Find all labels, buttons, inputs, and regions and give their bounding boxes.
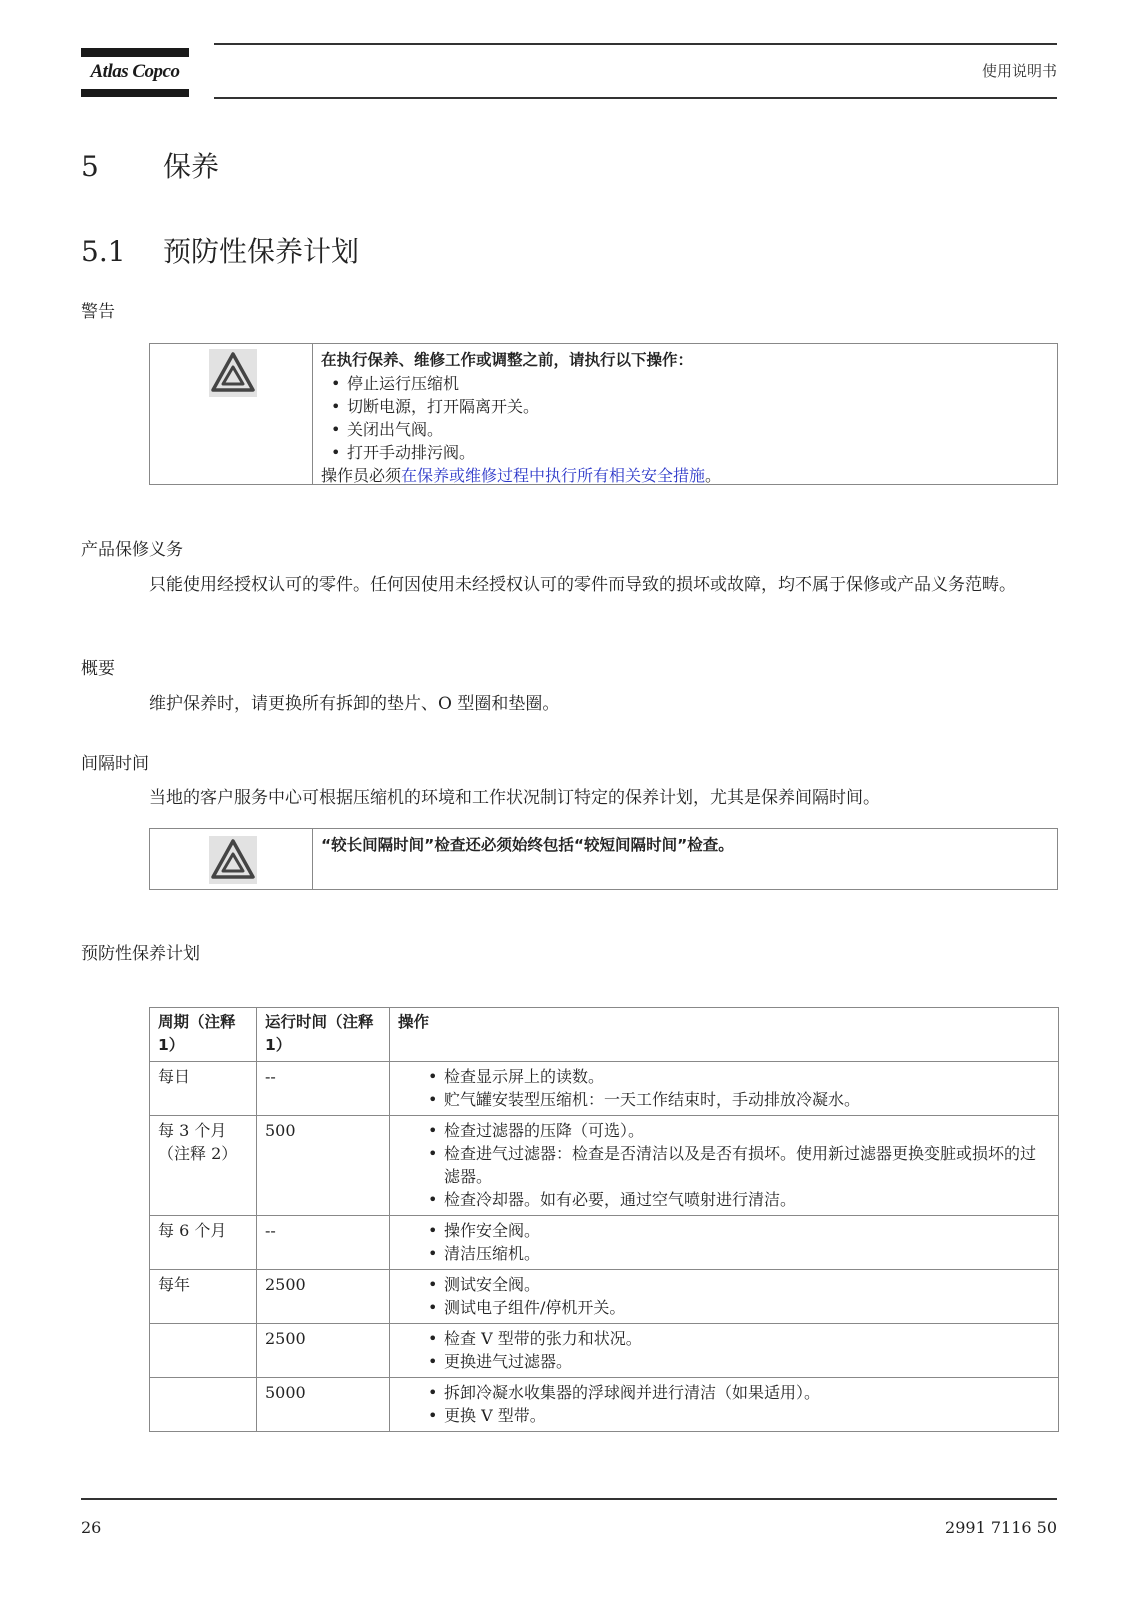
list-item: • 切断电源，打开隔离开关。 bbox=[321, 395, 1049, 418]
cell-hours: -- bbox=[257, 1062, 390, 1116]
page-number: 26 bbox=[81, 1518, 102, 1537]
cell-actions bbox=[390, 1116, 1059, 1216]
list-item: • 清洁压缩机。 bbox=[398, 1242, 1050, 1265]
cell-actions bbox=[390, 1062, 1059, 1116]
cell-actions bbox=[390, 1324, 1059, 1378]
list-item: • 更换进气过滤器。 bbox=[398, 1350, 1050, 1373]
header-rule-top bbox=[214, 43, 1057, 45]
table-row bbox=[150, 1062, 1059, 1116]
interval-label: 间隔时间 bbox=[81, 754, 149, 774]
interval-note: “较长间隔时间”检查还必须始终包括“较短间隔时间”检查。 bbox=[321, 836, 734, 854]
warranty-label: 产品保修义务 bbox=[81, 540, 183, 560]
warning-triangle-icon bbox=[209, 836, 257, 884]
column-header-hours: 运行时间（注释 1） bbox=[257, 1008, 390, 1062]
atlas-copco-logo bbox=[81, 48, 189, 100]
overview-label: 概要 bbox=[81, 659, 115, 679]
maintenance-schedule-table bbox=[149, 1007, 1059, 1432]
footer-rule bbox=[81, 1498, 1057, 1500]
warning-label: 警告 bbox=[81, 302, 115, 322]
header-rule-bottom bbox=[214, 97, 1057, 99]
cell-hours: 500 bbox=[257, 1116, 390, 1216]
list-item: • 测试电子组件/停机开关。 bbox=[398, 1296, 1050, 1319]
column-header-action: 操作 bbox=[390, 1008, 1059, 1062]
cell-period: 每日 bbox=[150, 1062, 257, 1116]
interval-note-box bbox=[149, 828, 1058, 890]
cell-hours: 2500 bbox=[257, 1324, 390, 1378]
cell-period: 每 3 个月（注释 2） bbox=[150, 1116, 257, 1216]
warranty-text: 只能使用经授权认可的零件。任何因使用未经授权认可的零件而导致的损坏或故障，均不属于保修或产品义务范畴。 bbox=[149, 575, 1016, 595]
table-header-row bbox=[150, 1008, 1059, 1062]
logo-text: Atlas Copco bbox=[90, 61, 180, 82]
warning-box bbox=[149, 343, 1058, 485]
document-number: 2991 7116 50 bbox=[945, 1518, 1057, 1537]
cell-period: 每年 bbox=[150, 1270, 257, 1324]
list-item: • 检查显示屏上的读数。 bbox=[398, 1065, 1050, 1088]
warning-footer: 操作员必须在保养或维修过程中执行所有相关安全措施。 bbox=[321, 466, 722, 485]
overview-text: 维护保养时，请更换所有拆卸的垫片、O 型圈和垫圈。 bbox=[149, 694, 560, 714]
chapter-title: 保养 bbox=[163, 150, 220, 183]
table-row bbox=[150, 1378, 1059, 1432]
cell-period: 每 6 个月 bbox=[150, 1216, 257, 1270]
list-item: • 检查 V 型带的张力和状况。 bbox=[398, 1327, 1050, 1350]
interval-text: 当地的客户服务中心可根据压缩机的环境和工作状况制订特定的保养计划，尤其是保养间隔时间。 bbox=[149, 788, 880, 808]
column-header-period: 周期（注释 1） bbox=[150, 1008, 257, 1062]
cell-actions bbox=[390, 1378, 1059, 1432]
section-number: 5.1 bbox=[81, 235, 126, 268]
list-item: • 检查冷却器。如有必要，通过空气喷射进行清洁。 bbox=[398, 1188, 1050, 1211]
cell-period bbox=[150, 1324, 257, 1378]
cell-actions bbox=[390, 1270, 1059, 1324]
list-item: • 停止运行压缩机 bbox=[321, 372, 1049, 395]
list-item: • 检查进气过滤器：检查是否清洁以及是否有损坏。使用新过滤器更换变脏或损坏的过滤器。 bbox=[398, 1142, 1050, 1188]
list-item: • 操作安全阀。 bbox=[398, 1219, 1050, 1242]
table-row bbox=[150, 1216, 1059, 1270]
list-item: • 打开手动排污阀。 bbox=[321, 441, 1049, 464]
warning-triangle-icon bbox=[209, 349, 257, 397]
cell-actions bbox=[390, 1216, 1059, 1270]
table-row bbox=[150, 1116, 1059, 1216]
table-row bbox=[150, 1324, 1059, 1378]
warning-list bbox=[321, 372, 1049, 464]
list-item: • 更换 V 型带。 bbox=[398, 1404, 1050, 1427]
section-title: 预防性保养计划 bbox=[163, 235, 360, 268]
cell-hours: 2500 bbox=[257, 1270, 390, 1324]
list-item: • 测试安全阀。 bbox=[398, 1273, 1050, 1296]
list-item: • 贮气罐安装型压缩机：一天工作结束时，手动排放冷凝水。 bbox=[398, 1088, 1050, 1111]
list-item: • 检查过滤器的压降（可选）。 bbox=[398, 1119, 1050, 1142]
table-row bbox=[150, 1270, 1059, 1324]
warning-lead: 在执行保养、维修工作或调整之前，请执行以下操作： bbox=[321, 351, 694, 369]
list-item: • 拆卸冷凝水收集器的浮球阀并进行清洁（如果适用）。 bbox=[398, 1381, 1050, 1404]
header-title: 使用说明书 bbox=[981, 62, 1057, 80]
list-item: • 关闭出气阀。 bbox=[321, 418, 1049, 441]
cell-hours: -- bbox=[257, 1216, 390, 1270]
cell-period bbox=[150, 1378, 257, 1432]
schedule-label: 预防性保养计划 bbox=[81, 944, 200, 964]
cell-hours: 5000 bbox=[257, 1378, 390, 1432]
chapter-number: 5 bbox=[81, 150, 99, 183]
safety-precautions-link[interactable]: 在保养或维修过程中执行所有相关安全措施 bbox=[401, 466, 706, 485]
